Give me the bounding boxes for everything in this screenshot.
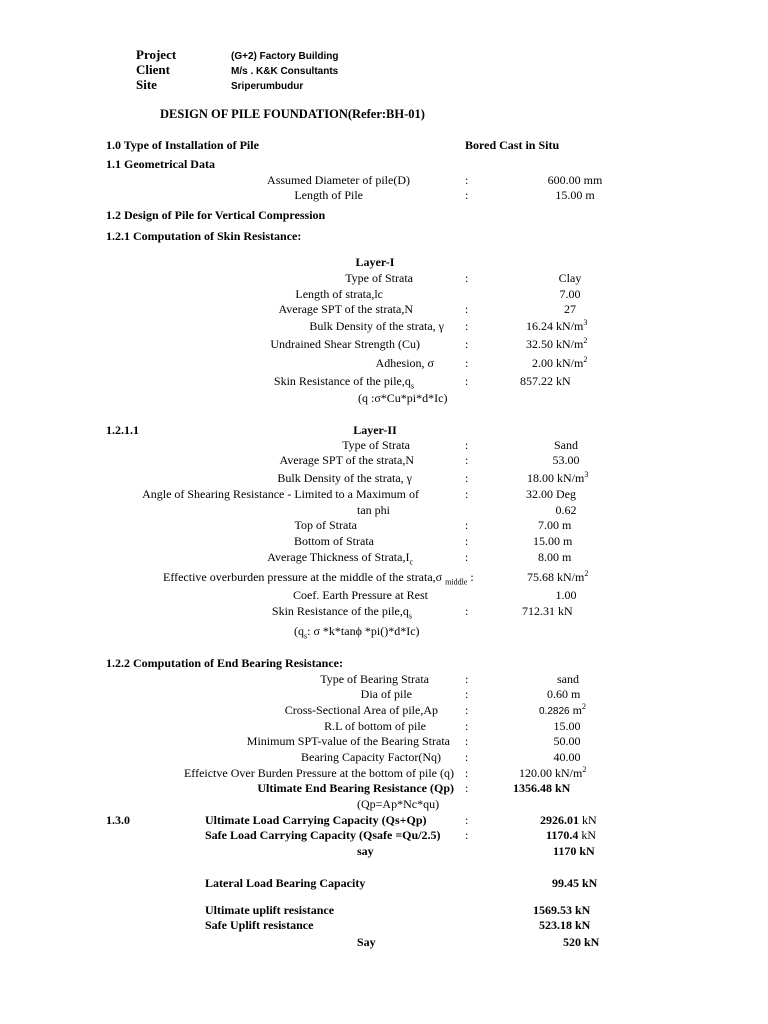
area-label: Cross-Sectional Area of pile,Ap (284, 703, 438, 717)
pile-length-label: Length of Pile (294, 188, 363, 202)
colon: : (465, 703, 469, 717)
colon: : (465, 813, 469, 827)
uplift-value: 1569.53 kN (533, 903, 591, 917)
say-uplift-label: Say (357, 935, 376, 949)
section-1-heading: 1.0 Type of Installation of Pile (106, 138, 259, 152)
colon: : (465, 271, 469, 285)
layer-1-formula: (q :σ*Cu*pi*d*Ic) (358, 391, 448, 405)
layer-1-title: Layer-I (355, 255, 395, 269)
layer-1-length-value: 7.00 (559, 287, 581, 301)
layer-1-skin-label: Skin Resistance of the $pile,q_s$ (273, 374, 414, 391)
layer-1-spt-label: Average SPT of the strata,N (278, 302, 413, 316)
end-bearing-label: Ultimate End Bearing Resistance (Qp) (257, 781, 454, 795)
layer-1-bulk-value: 16.24 $kN/m^3$ (526, 318, 588, 333)
lateral-capacity-label: Lateral Load Bearing Capacity (205, 876, 366, 890)
diameter-label: Assumed Diameter of pile(D) (267, 173, 410, 187)
layer-1-adhesion-value: 2.00 $kN/m^2$ (532, 355, 588, 370)
safe-capacity-label: Safe Load Carrying Capacity (Qsafe =Qu/2.5) (205, 828, 441, 842)
section-1-1-heading: 1.1 Geometrical Data (106, 157, 215, 171)
colon: : (465, 302, 469, 316)
layer-2-top-label: Top of Strata (294, 518, 357, 532)
layer-2-angle-label: Angle of Shearing Resistance - Limited to a Maximum of (142, 487, 419, 501)
client-value: M/s . K&K Consultants (231, 66, 339, 77)
overburden-bottom-label: Effeictve Over Burden Pressure at the bottom of pile (q) (183, 766, 454, 780)
layer-1-spt-value: 27 (564, 302, 576, 316)
colon: : (465, 471, 469, 485)
client-label: Client (136, 62, 170, 77)
colon: : (465, 438, 469, 452)
project-value: (G+2) Factory Building (231, 51, 339, 62)
layer-2-coef-label: Coef. Earth Pressure at Rest (293, 588, 428, 602)
layer-2-skin-value: 712.31 kN (522, 604, 573, 618)
rl-label: R.L of bottom of pile (324, 719, 426, 733)
min-spt-label: Minimum SPT-value of the Bearing Strata (246, 734, 450, 748)
lateral-capacity-value: 99.45 kN (552, 876, 598, 890)
layer-1-strata-value: Clay (558, 271, 582, 285)
colon: : (465, 188, 469, 202)
colon: : (465, 534, 469, 548)
site-label: Site (136, 77, 157, 92)
layer-1-bulk-label: Bulk Density of the strata, γ (309, 319, 444, 333)
installation-type-value: Bored Cast in Situ (465, 138, 560, 152)
layer-2-bottom-value: 15.00 m (533, 534, 573, 548)
layer-2-strata-label: Type of Strata (342, 438, 410, 452)
layer-2-tanphi-label: tan phi (357, 503, 390, 517)
colon: : (465, 687, 469, 701)
layer-2-thickness-label: Average Thickness of $Strata,I_c$ (267, 550, 413, 567)
colon: : (465, 374, 469, 388)
colon: : (465, 828, 469, 842)
section-1-2-1-1-number: 1.2.1.1 (106, 423, 139, 437)
colon: : (465, 453, 469, 467)
colon: : (465, 518, 469, 532)
bearing-type-value: sand (557, 672, 579, 686)
diameter-value: 600.00 mm (547, 173, 603, 187)
say-value: 1170 kN (553, 844, 595, 858)
colon: : (465, 550, 469, 564)
layer-1-cu-value: 32.50 $kN/m^2$ (526, 336, 588, 351)
end-bearing-value: 1356.48 kN (513, 781, 571, 795)
nq-value: 40.00 (553, 750, 581, 764)
layer-2-coef-value: 1.00 (555, 588, 577, 602)
layer-1-adhesion-label: Adhesion, σ (375, 356, 434, 370)
layer-2-top-value: 7.00 m (538, 518, 572, 532)
colon: : (465, 734, 469, 748)
page-title: DESIGN OF PILE FOUNDATION(Refer:BH-01) (160, 107, 425, 121)
colon: : (465, 319, 469, 333)
section-1-2-2-heading: 1.2.2 Computation of End Bearing Resistance: (106, 656, 344, 670)
layer-2-strata-value: Sand (554, 438, 578, 452)
colon: : (465, 672, 469, 686)
layer-2-spt-label: Average SPT of the strata,N (279, 453, 414, 467)
rl-value: 15.00 (553, 719, 581, 733)
ultimate-capacity-value: 2926.01 kN (540, 813, 597, 827)
pile-dia-label: Dia of pile (360, 687, 412, 701)
layer-1-skin-value: 857.22 kN (520, 374, 571, 388)
section-1-2-1-heading: 1.2.1 Computation of Skin Resistance: (106, 229, 302, 243)
uplift-label: Ultimate uplift resistance (205, 903, 335, 917)
safe-uplift-label: Safe Uplift resistance (205, 918, 314, 932)
colon: : (465, 604, 469, 618)
min-spt-value: 50.00 (553, 734, 581, 748)
colon: : (465, 356, 469, 370)
nq-label: Bearing Capacity Factor(Nq) (301, 750, 441, 764)
say-label: say (357, 844, 374, 858)
pile-dia-value: 0.60 m (547, 687, 581, 701)
layer-2-skin-label: Skin Resistance of the $pile,q_s$ (271, 604, 412, 621)
safe-uplift-value: 523.18 kN (539, 918, 591, 932)
colon: : (465, 750, 469, 764)
pile-length-value: 15.00 m (555, 188, 595, 202)
colon: : (465, 337, 469, 351)
section-1-3-0-number: 1.3.0 (106, 813, 130, 827)
colon: : (465, 781, 469, 795)
layer-1-cu-label: Undrained Shear Strength (Cu) (270, 337, 420, 351)
section-1-2-heading: 1.2 Design of Pile for Vertical Compression (106, 208, 326, 222)
layer-2-bulk-value: 18.00 $kN/m^3$ (527, 470, 589, 485)
area-value: 0.2826 $m^2$ (539, 702, 586, 717)
layer-2-tanphi-value: 0.62 (555, 503, 577, 517)
site-value: Sriperumbudur (231, 81, 304, 92)
overburden-bottom-value: 120.00 $kN/m^2$ (519, 765, 587, 780)
ultimate-capacity-label: Ultimate Load Carrying Capacity (Qs+Qp) (205, 813, 427, 827)
layer-2-angle-value: 32.00 Deg (526, 487, 576, 501)
colon: : (465, 487, 469, 501)
layer-2-bottom-label: Bottom of Strata (294, 534, 374, 548)
layer-1-length-label: Length of strata,lc (295, 287, 383, 301)
layer-2-formula: ($q_s$: σ *k*tanϕ *pi()*d*Ic) (294, 624, 420, 641)
layer-1-strata-label: Type of Strata (345, 271, 413, 285)
bearing-type-label: Type of Bearing Strata (320, 672, 429, 686)
colon: : (465, 173, 469, 187)
end-bearing-formula: (Qp=Ap*Nc*qu) (357, 797, 440, 811)
colon: : (465, 719, 469, 733)
say-uplift-value: 520 kN (563, 935, 600, 949)
layer-2-overburden-value: 75.68 $kN/m^2$ (527, 569, 589, 584)
layer-2-thickness-value: 8.00 m (538, 550, 572, 564)
layer-2-title: Layer-II (353, 423, 397, 437)
colon: : (465, 766, 469, 780)
layer-2-overburden-label: Effective overburden pressure at the middle of the strata,σ $_{middle}$ : (163, 570, 474, 587)
layer-2-bulk-label: Bulk Density of the strata, γ (277, 471, 412, 485)
safe-capacity-value: 1170.4 kN (546, 828, 597, 842)
layer-2-spt-value: 53.00 (552, 453, 580, 467)
project-label: Project (136, 47, 177, 62)
